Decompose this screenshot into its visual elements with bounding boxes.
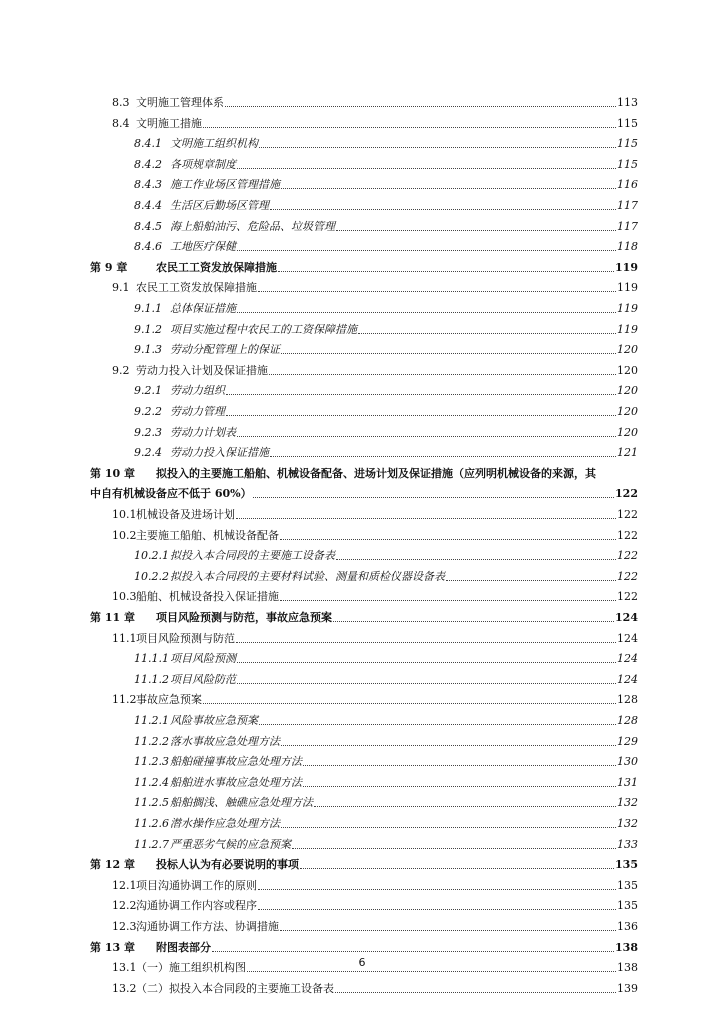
toc-entry-title: 拟投入本合同段的主要材料试验、测量和质检仪器设备表 xyxy=(170,569,445,583)
toc-entry[interactable] xyxy=(134,220,638,234)
toc-entry-page: 120 xyxy=(617,425,638,439)
toc-entry-page: 113 xyxy=(617,96,638,109)
dot-leader xyxy=(253,497,614,498)
toc-entry-page: 116 xyxy=(617,178,638,192)
dot-leader xyxy=(333,621,614,622)
dot-leader xyxy=(281,353,616,354)
toc-entry-number: 10.1 xyxy=(112,508,137,521)
toc-entry-number: 9.2.1 xyxy=(134,384,162,398)
toc-entry-page: 139 xyxy=(617,981,638,995)
toc-entry-number: 8.4.4 xyxy=(134,199,162,212)
toc-entry-title: 农民工工资发放保障措施 xyxy=(156,260,277,274)
toc-entry-title: 投标人认为有必要说明的事项 xyxy=(156,858,299,872)
toc-entry-page: 138 xyxy=(615,940,638,954)
toc-entry[interactable] xyxy=(112,364,638,378)
toc-entry-number: 12.2 xyxy=(112,899,137,913)
toc-entry[interactable] xyxy=(112,693,638,707)
dot-leader xyxy=(300,868,614,869)
toc-entry[interactable] xyxy=(112,920,638,934)
toc-entry-number: 11.2.6 xyxy=(134,817,169,830)
toc-entry-page: 124 xyxy=(617,631,638,645)
dot-leader xyxy=(225,106,616,107)
dot-leader xyxy=(203,127,616,128)
toc-entry-title: 劳动力投入计划及保证措施 xyxy=(136,363,268,377)
toc-entry[interactable] xyxy=(112,508,638,522)
dot-leader xyxy=(269,374,616,375)
toc-entry-page: 115 xyxy=(617,137,638,151)
toc-entry-title: 各项规章制度 xyxy=(170,157,236,171)
toc-entry[interactable] xyxy=(90,467,638,481)
toc-entry[interactable] xyxy=(134,735,638,749)
toc-entry-title: 项目沟通协调工作的原则 xyxy=(136,878,257,892)
dot-leader xyxy=(237,168,616,169)
toc-entry-page: 122 xyxy=(617,528,638,542)
toc-entry-number: 8.4.6 xyxy=(134,240,162,254)
toc-entry-title: 施工作业场区管理措施 xyxy=(170,178,280,192)
dot-leader xyxy=(236,642,616,643)
toc-entry-title: 拟投入的主要施工船舶、机械设备配备、进场计划及保证措施（应列明机械设备的来源，其 xyxy=(156,466,596,480)
dot-leader xyxy=(203,703,616,704)
toc-entry[interactable] xyxy=(112,117,638,131)
toc-entry-number: 9.2.2 xyxy=(134,405,162,418)
toc-entry-number: 11.2.5 xyxy=(134,796,169,810)
toc-entry[interactable] xyxy=(134,384,638,398)
toc-entry[interactable] xyxy=(90,261,638,275)
toc-entry-number: 13.2 xyxy=(112,981,137,995)
toc-entry-number: 10.2 xyxy=(112,528,137,542)
dot-leader xyxy=(292,848,616,849)
toc-entry-page: 119 xyxy=(617,281,638,295)
toc-entry-page: 120 xyxy=(617,363,638,377)
toc-entry-page: 120 xyxy=(617,384,638,398)
toc-entry-title: 文明施工管理体系 xyxy=(136,96,224,109)
toc-entry-number: 8.3 xyxy=(112,96,130,109)
toc-entry-title: 事故应急预案 xyxy=(136,693,202,707)
toc-entry-number: 12.3 xyxy=(112,920,137,933)
toc-entry-number: 11.1 xyxy=(112,631,137,645)
toc-entry[interactable] xyxy=(134,755,638,769)
toc-entry[interactable] xyxy=(134,570,638,584)
toc-entry-page: 129 xyxy=(617,734,638,748)
dot-leader xyxy=(280,539,616,540)
toc-entry-page: 133 xyxy=(617,837,638,851)
toc-entry-number: 10.2.1 xyxy=(134,549,169,563)
toc-entry-number: 9.2.4 xyxy=(134,446,162,460)
toc-entry-title: 农民工工资发放保障措施 xyxy=(136,281,257,295)
dot-leader xyxy=(358,333,616,334)
toc-entry-title: 海上船舶油污、危险品、垃圾管理 xyxy=(170,219,335,233)
toc-entry-page: 128 xyxy=(617,693,638,707)
toc-entry-number: 8.4.1 xyxy=(134,137,162,151)
toc-entry-page: 115 xyxy=(617,157,638,171)
toc-entry-title: 劳动力管理 xyxy=(170,405,225,418)
toc-entry[interactable] xyxy=(134,426,638,440)
toc-entry-number: 9.2.3 xyxy=(134,425,162,439)
toc-entry-title: 项目风险预测与防范 xyxy=(136,631,235,645)
toc-entry-number: 11.2.3 xyxy=(134,755,169,769)
toc-entry-page: 130 xyxy=(617,755,638,769)
toc-entry[interactable] xyxy=(90,941,638,955)
toc-entry-page: 122 xyxy=(615,487,638,501)
toc-entry-title: 劳动力投入保证措施 xyxy=(170,446,269,460)
toc-entry-title: 沟通协调工作内容或程序 xyxy=(136,899,257,913)
toc-entry-number: 8.4.2 xyxy=(134,157,162,171)
dot-leader xyxy=(237,683,616,684)
toc-entry[interactable] xyxy=(112,632,638,646)
toc-entry-title: 劳动力计划表 xyxy=(170,425,236,439)
toc-entry-number: 8.4 xyxy=(112,116,130,130)
toc-entry[interactable] xyxy=(134,405,638,419)
toc-entry[interactable] xyxy=(112,982,638,996)
toc-entry[interactable] xyxy=(134,137,638,151)
toc-entry-page: 124 xyxy=(617,652,638,666)
dot-leader xyxy=(336,559,616,560)
toc-entry-title: 沟通协调工作方法、协调措施 xyxy=(136,920,279,933)
toc-entry-title: 落水事故应急处理方法 xyxy=(170,734,280,748)
toc-entry[interactable] xyxy=(134,673,638,687)
toc-entry-page: 136 xyxy=(617,920,638,933)
dot-leader xyxy=(237,436,616,437)
dot-leader xyxy=(258,889,616,890)
dot-leader xyxy=(247,971,616,972)
toc-entry-page: 119 xyxy=(617,322,638,336)
toc-entry-number: 第 13 章 xyxy=(90,940,135,954)
toc-entry-page: 135 xyxy=(617,878,638,892)
dot-leader xyxy=(280,600,616,601)
toc-entry-title: 船舶碰撞事故应急处理方法 xyxy=(170,755,302,769)
toc-entry-title: 劳动力组织 xyxy=(170,384,225,398)
toc-entry[interactable] xyxy=(112,899,638,913)
toc-entry-title: 严重恶劣气候的应急预案 xyxy=(170,837,291,851)
toc-entry[interactable] xyxy=(134,323,638,337)
toc-entry[interactable] xyxy=(134,199,638,213)
toc-entry-title: 总体保证措施 xyxy=(170,302,236,315)
dot-leader xyxy=(212,951,614,952)
toc-entry-title: 船舶进水事故应急处理方法 xyxy=(170,775,302,789)
toc-entry-page: 124 xyxy=(617,672,638,686)
toc-entry[interactable] xyxy=(134,652,638,666)
toc-entry-page: 124 xyxy=(615,611,638,624)
dot-leader xyxy=(226,415,616,416)
dot-leader xyxy=(270,209,616,210)
toc-entry-title: 风险事故应急预案 xyxy=(170,714,258,727)
toc-entry-number: 11.2.1 xyxy=(134,714,169,727)
dot-leader xyxy=(336,230,616,231)
dot-leader xyxy=(278,271,614,272)
toc-entry-page: 122 xyxy=(617,590,638,604)
toc-entry-number: 9.1.3 xyxy=(134,343,162,357)
toc-entry-number: 11.2.2 xyxy=(134,734,169,748)
toc-entry-number: 第 9 章 xyxy=(90,260,128,274)
toc-entry[interactable] xyxy=(134,776,638,790)
toc-entry-number: 12.1 xyxy=(112,878,137,892)
toc-entry-title: 劳动分配管理上的保证 xyxy=(170,343,280,357)
toc-entry[interactable] xyxy=(134,796,638,810)
dot-leader xyxy=(281,188,616,189)
toc-entry-number: 11.1.1 xyxy=(134,652,169,666)
toc-entry[interactable] xyxy=(90,611,638,625)
toc-entry-page: 122 xyxy=(617,569,638,583)
dot-leader xyxy=(237,250,616,251)
toc-entry-page: 128 xyxy=(617,714,638,727)
toc-entry-title: 机械设备及进场计划 xyxy=(136,508,235,521)
toc-entry-page: 120 xyxy=(617,343,638,357)
toc-entry-number: 第 12 章 xyxy=(90,858,135,872)
toc-entry-title: 潜水操作应急处理方法 xyxy=(170,817,280,830)
toc-entry-number: 11.2 xyxy=(112,693,137,707)
dot-leader xyxy=(303,765,616,766)
toc-entry-title: 文明施工措施 xyxy=(136,116,202,130)
toc-entry-page: 117 xyxy=(617,219,638,233)
dot-leader xyxy=(270,456,616,457)
toc-entry-title: 附图表部分 xyxy=(156,940,211,954)
toc-entry-number: 11.1.2 xyxy=(134,672,169,686)
toc-entry[interactable] xyxy=(112,281,638,295)
toc-entry[interactable] xyxy=(134,446,638,460)
toc-entry-title: 船舶、机械设备投入保证措施 xyxy=(136,590,279,604)
toc-entry-page: 120 xyxy=(617,405,638,418)
toc-entry-number: 11.2.4 xyxy=(134,775,169,789)
toc-entry-number: 8.4.5 xyxy=(134,219,162,233)
toc-entry-page: 115 xyxy=(617,116,638,130)
toc-entry[interactable] xyxy=(134,240,638,254)
toc-entry-title: 生活区后勤场区管理 xyxy=(170,199,269,212)
toc-entry[interactable] xyxy=(90,858,638,872)
toc-entry-page: 121 xyxy=(617,446,638,460)
dot-leader xyxy=(335,992,616,993)
toc-entry[interactable] xyxy=(112,529,638,543)
toc-entry-page: 122 xyxy=(617,549,638,563)
dot-leader xyxy=(258,291,616,292)
dot-leader xyxy=(281,827,616,828)
toc-entry[interactable] xyxy=(112,590,638,604)
toc-entry-title: （二）拟投入本合同段的主要施工设备表 xyxy=(136,981,334,995)
toc-entry-page: 138 xyxy=(617,961,638,975)
toc-entry-title: 文明施工组织机构 xyxy=(170,137,258,151)
toc-entry-number: 11.2.7 xyxy=(134,837,169,851)
toc-entry-page: 117 xyxy=(617,199,638,212)
toc-entry-page: 132 xyxy=(617,796,638,810)
toc-entry-title: 拟投入本合同段的主要施工设备表 xyxy=(170,549,335,563)
dot-leader xyxy=(226,394,616,395)
toc-entry-number: 13.1 xyxy=(112,961,137,975)
toc-entry-title: 项目风险防范 xyxy=(170,672,236,686)
toc-entry-number: 10.3 xyxy=(112,590,137,604)
toc-entry-page: 135 xyxy=(617,899,638,913)
toc-entry-title-continued: 中自有机械设备应不低于 60%） xyxy=(90,487,252,501)
toc-entry-title: 主要施工船舶、机械设备配备 xyxy=(136,528,279,542)
toc-entry-page: 118 xyxy=(617,240,638,254)
toc-entry-number: 10.2.2 xyxy=(134,569,169,583)
dot-leader xyxy=(446,580,616,581)
toc-entry[interactable] xyxy=(134,549,638,563)
toc-entry-number: 8.4.3 xyxy=(134,178,162,192)
toc-entry-title: 工地医疗保健 xyxy=(170,240,236,254)
toc-entry[interactable] xyxy=(134,158,638,172)
toc-entry[interactable] xyxy=(134,714,638,728)
toc-entry-title: （一）施工组织机构图 xyxy=(136,961,246,975)
toc-entry-title: 项目实施过程中农民工的工资保障措施 xyxy=(170,322,357,336)
toc-entry[interactable] xyxy=(134,178,638,192)
toc-entry[interactable] xyxy=(112,879,638,893)
dot-leader xyxy=(259,724,616,725)
toc-entry-number: 第 11 章 xyxy=(90,611,135,624)
toc-entry-title: 项目风险预测与防范，事故应急预案 xyxy=(156,611,332,624)
toc-entry[interactable] xyxy=(134,302,638,316)
toc-entry-title: 船舶搁浅、触礁应急处理方法 xyxy=(170,796,313,810)
dot-leader xyxy=(237,312,616,313)
dot-leader xyxy=(314,806,616,807)
toc-entry[interactable] xyxy=(134,343,638,357)
dot-leader xyxy=(281,745,616,746)
toc-entry[interactable] xyxy=(134,817,638,831)
dot-leader xyxy=(303,786,616,787)
dot-leader xyxy=(236,518,616,519)
dot-leader xyxy=(280,930,616,931)
toc-entry-page: 131 xyxy=(617,775,638,789)
toc-entry-page: 122 xyxy=(617,508,638,521)
dot-leader xyxy=(237,662,616,663)
toc-entry-number: 9.2 xyxy=(112,363,130,377)
toc-entry-title: 项目风险预测 xyxy=(170,652,236,666)
toc-entry-number: 9.1.2 xyxy=(134,322,162,336)
toc-entry[interactable] xyxy=(112,96,638,110)
dot-leader xyxy=(259,147,616,148)
toc-entry-number: 第 10 章 xyxy=(90,466,135,480)
toc-entry-number: 9.1.1 xyxy=(134,302,162,315)
page-number: 6 xyxy=(358,956,366,969)
toc-entry-page: 135 xyxy=(615,858,638,872)
toc-entry[interactable] xyxy=(90,487,638,501)
dot-leader xyxy=(258,909,616,910)
toc-entry-page: 119 xyxy=(615,260,638,274)
toc-entry[interactable] xyxy=(134,838,638,852)
toc-entry-page: 119 xyxy=(617,302,638,315)
toc-entry-page: 132 xyxy=(617,817,638,830)
toc-entry-number: 9.1 xyxy=(112,281,130,295)
